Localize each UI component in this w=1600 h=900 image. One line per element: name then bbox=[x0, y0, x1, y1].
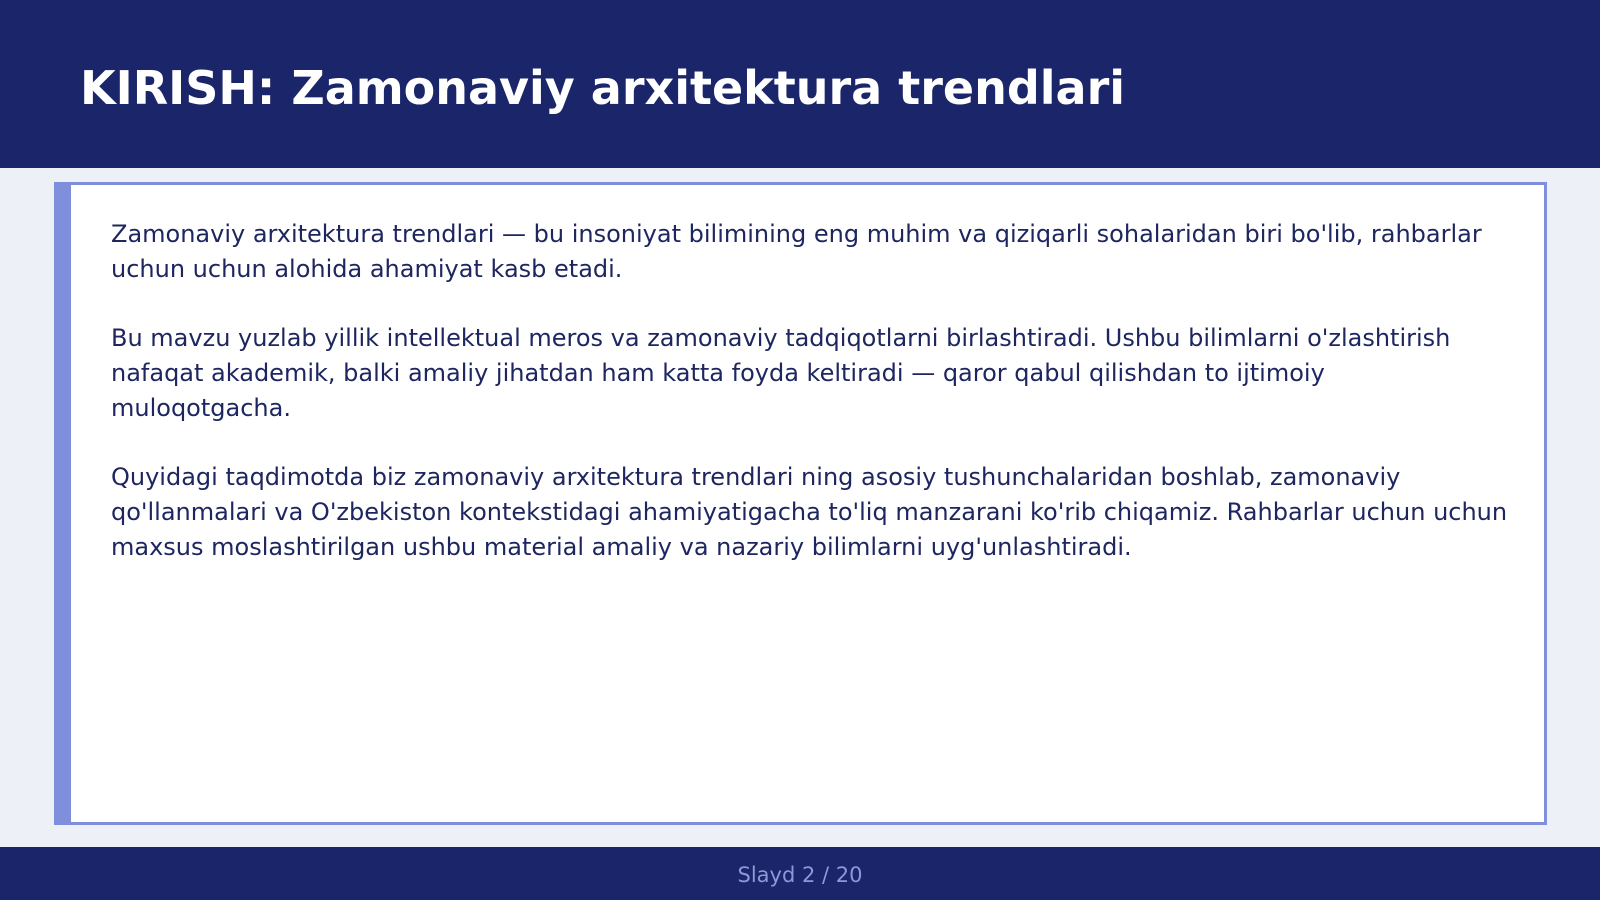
slide-footer bbox=[0, 847, 1600, 900]
slide-title: KIRISH: Zamonaviy arxitektura trendlari bbox=[80, 61, 1126, 115]
slide-number: Slayd 2 / 20 bbox=[737, 863, 863, 887]
paragraph-intro: Zamonaviy arxitektura trendlari — bu insoniyat bilimining eng muhim va qiziqarli sohalaridan biri bo'lib, rahbarlar uchun uchun alohida ahamiyat kasb etadi. bbox=[111, 220, 1482, 283]
body-text bbox=[111, 217, 1510, 599]
slide-header bbox=[0, 0, 1600, 168]
paragraph-overview: Quyidagi taqdimotda biz zamonaviy arxitektura trendlari ning asosiy tushunchalaridan boshlab, zamonaviy qo'llanmalari va O'zbekiston kontekstidagi ahamiyatigacha to'liq manzarani ko'rib chiqamiz. Rahbarlar uchun uchun maxsus moslashtirilgan ushbu material amaliy va nazariy bilimlarni uyg'unlashtiradi. bbox=[111, 463, 1508, 561]
paragraph-heritage: Bu mavzu yuzlab yillik intellektual meros va zamonaviy tadqiqotlarni birlashtiradi. Ushbu bilimlarni o'zlashtirish nafaqat akademik, balki amaliy jihatdan ham katta foyda keltiradi — qaror qabul qilishdan to ijtimoiy muloqotgacha. bbox=[111, 324, 1451, 422]
content-card bbox=[54, 182, 1547, 825]
